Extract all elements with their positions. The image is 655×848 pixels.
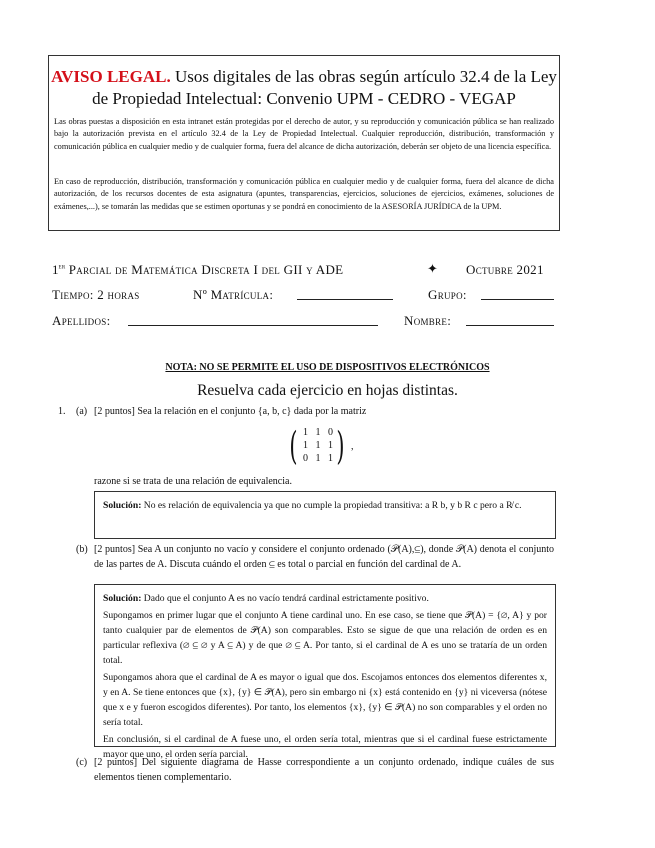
nombre-label: Nombre: [404,313,452,328]
exam-date: Octubre 2021 [466,262,544,277]
matrix-left-paren: ( [289,424,298,468]
matrix-row-3: 0 1 1 [303,453,333,464]
grupo-field[interactable] [481,299,554,300]
matrix-row-2: 1 1 1 [303,440,333,451]
grupo-label: Grupo: [428,287,467,302]
time-label: Tiempo: 2 horas [52,287,140,302]
matrix-row-1: 1 1 0 [303,427,333,438]
legal-notice-box [48,55,560,231]
part-c-text: [2 puntos] Del siguiente diagrama de Hasse correspondiente a un conjunto ordenado, indique cuáles de sus elementos tienen complementario. [94,757,554,783]
matricula-label: Nº Matrícula: [193,287,274,302]
exam-ordinal: 1 [52,262,59,277]
solution-b-paragraph-4: En conclusión, si el cardinal de A fuese uno, el orden sería total, mientras que si el cardinal fuese estrictamente mayor que uno, el orden sería parcial. [103,734,547,760]
solution-b-intro: Dado que el conjunto A es no vacío tendrá cardinal estrictamente positivo. [143,593,429,604]
exam-ordinal-sup: er [58,262,66,271]
solution-a-label: Solución: [103,500,142,511]
legal-notice-heading: AVISO LEGAL. [51,67,171,86]
exam-title [52,262,343,278]
part-a-question: razone si se trata de una relación de equivalencia. [94,476,292,487]
exam-title-text: Parcial de Matemática Discreta I del GII y ADE [68,262,344,277]
apellidos-field[interactable] [128,325,378,326]
matricula-field[interactable] [297,299,393,300]
part-a-label: (a) [76,406,88,417]
legal-notice-title [49,66,559,110]
legal-paragraph-2: En caso de reproducción, distribución, transformación y comunicación pública en cualquier medio y de cualquier forma, fuera del alcance de dicha autorización, de los recursos docentes de esta asignatura (apuntes, transparencias, ejercicios, soluciones de ejercicios, exámenes, soluciones de exámenes,...), se tomarán las medidas que se estimen oportunas y se pondrá en conocimiento de la ASESORÍA JURÍDICA de la UPM. [54,177,554,211]
separator-star-icon: ✦ [427,261,438,276]
part-a-text: [2 puntos] Sea la relación en el conjunto {a, b, c} dada por la matriz [94,406,367,417]
solution-b-paragraph-2: Supongamos en primer lugar que el conjunto A tiene cardinal uno. En ese caso, se tiene que 𝒫(A) = {∅, A} y por tanto cualquier par de elementos de 𝒫(A) son comparables. Esto se sigue de que una relación de orden es en particular reflexiva (∅ ⊆ ∅ y A ⊆ A) y de que ∅ ⊆ A. Por tanto, si el cardinal de A es uno se trataría de un orden total. [103,610,547,666]
solution-b-label: Solución: [103,593,142,604]
nombre-field[interactable] [466,325,554,326]
instruction: Resuelva cada ejercicio en hojas distintas. [197,382,458,399]
nota-warning: NOTA: NO SE PERMITE EL USO DE DISPOSITIVOS ELECTRÓNICOS [165,362,490,373]
part-b-label: (b) [76,544,88,555]
matrix-right-paren: ) [336,424,345,468]
legal-notice-subtitle: Usos digitales de las obras según artículo 32.4 de la Ley de Propiedad Intelectual: Convenio UPM - CEDRO - VEGAP [92,67,557,108]
exercise-number: 1. [58,406,66,417]
solution-b-box [94,584,556,760]
solution-b-paragraph-3: Supongamos ahora que el cardinal de A es mayor o igual que dos. Escojamos entonces dos elementos diferentes x, y en A. Se tiene entonces que {x}, {y} ∈ 𝒫(A), pero sin embargo ni {x} está contenido en {y} ni viceversa (nótese que x e y fueron escogidos diferentes). Por tanto, los elementos {x}, {y} ∈ 𝒫(A) no son comparables y el orden no sería total. [103,672,547,728]
apellidos-label: Apellidos: [52,313,111,328]
relation-matrix [289,424,355,468]
matrix-comma: , [351,441,354,452]
part-c-label: (c) [76,757,88,768]
solution-a-box [94,491,556,539]
legal-paragraph-1: Las obras puestas a disposición en esta intranet están protegidas por el derecho de autor, y su reproducción y comunicación pública se han realizado bajo la autorización prevista en el artículo 32.4 de la Ley de Propiedad Intelectual. Cualquier reproducción, distribución, transformación y comunicación pública en cualquier medio y de cualquier forma, fuera del alcance de dicha autorización, deberán ser objeto de una licencia específica. [54,117,554,151]
solution-a-text: No es relación de equivalencia ya que no cumple la propiedad transitiva: a R b, y b R c pero a R̸ c. [143,500,522,511]
part-b-text: [2 puntos] Sea A un conjunto no vacío y considere el conjunto ordenado (𝒫(A),⊆), donde 𝒫(A) denota el conjunto de las partes de A. Discuta cuándo el orden ⊆ es total o parcial en función del cardinal de A. [94,544,554,570]
